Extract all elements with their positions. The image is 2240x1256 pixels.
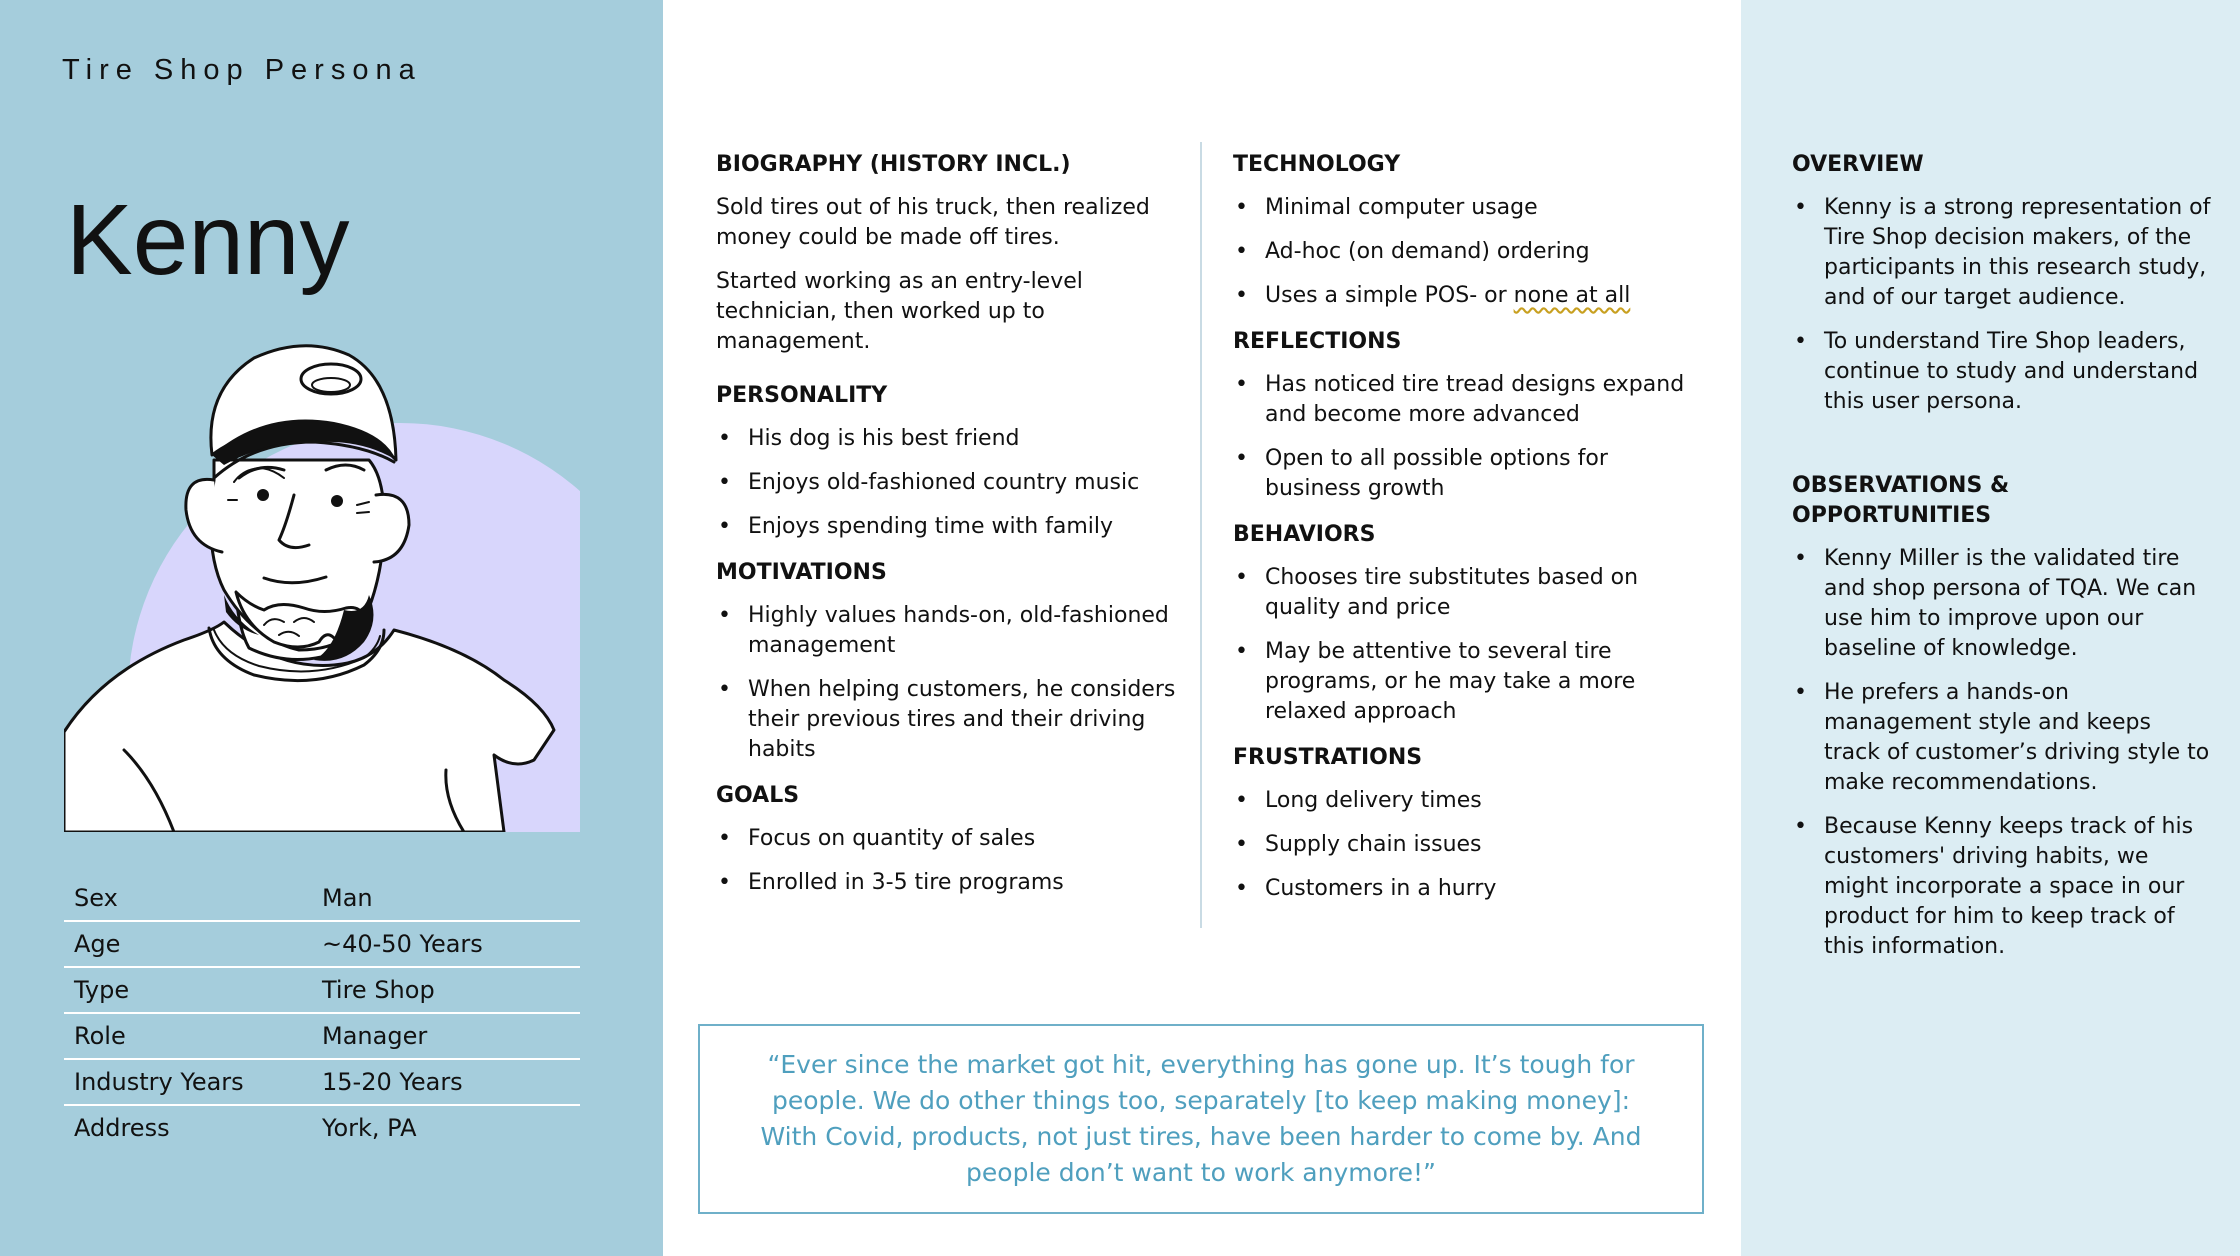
spellcheck-flagged-text: none at all [1513,283,1631,308]
reflections-list [1233,370,1703,504]
detail-value: 15-20 Years [322,1068,463,1096]
list-item: • Because Kenny keeps track of his customers' driving habits, we might incorporate a space in our product for him to keep track of this information. [1792,812,2212,962]
list-item: • Enjoys spending time with family [716,512,1176,542]
persona-portrait-illustration [64,330,580,832]
detail-row-address [64,1106,580,1150]
biography-heading: BIOGRAPHY (HISTORY INCL.) [716,152,1071,177]
column-divider [1200,142,1202,928]
goals-heading: GOALS [716,783,800,808]
list-item: • Ad-hoc (on demand) ordering [1233,237,1703,267]
motivations-list [716,601,1176,765]
list-item: • Kenny Miller is the validated tire and shop persona of TQA. We can use him to improve upon our baseline of knowledge. [1792,544,2212,664]
detail-label: Age [74,930,121,958]
detail-value: York, PA [322,1114,417,1142]
column-biography [716,150,1176,914]
reflections-heading: REFLECTIONS [1233,329,1402,354]
list-item-text: Uses a simple POS- or [1265,283,1514,308]
overview-heading: OVERVIEW [1792,152,1924,177]
list-item: • His dog is his best friend [716,424,1176,454]
list-item: • He prefers a hands-on management style and keeps track of customer’s driving style to make recommendations. [1792,678,2212,798]
personality-list [716,424,1176,542]
list-item: • Minimal computer usage [1233,193,1703,223]
goals-list [716,824,1176,898]
overview-list [1792,193,2212,417]
list-item: • Highly values hands-on, old-fashioned management [716,601,1176,661]
detail-value: ~40-50 Years [322,930,483,958]
biography-paragraph: Started working as an entry-level technician, then worked up to management. [716,269,1083,354]
technology-list [1233,193,1703,311]
personality-heading: PERSONALITY [716,383,888,408]
behaviors-heading: BEHAVIORS [1233,522,1376,547]
detail-value: Man [322,884,373,912]
observations-heading: OBSERVATIONS & OPPORTUNITIES [1792,473,2010,528]
list-item: • Enjoys old-fashioned country music [716,468,1176,498]
list-item: • Open to all possible options for business growth [1233,444,1703,504]
detail-row-industry-years [64,1060,580,1106]
list-item: • To understand Tire Shop leaders, continue to study and understand this user persona. [1792,327,2212,417]
motivations-heading: MOTIVATIONS [716,560,887,585]
detail-label: Type [74,976,130,1004]
detail-label: Sex [74,884,118,912]
behaviors-list [1233,563,1703,727]
detail-label: Role [74,1022,126,1050]
detail-value: Tire Shop [322,976,435,1004]
frustrations-list [1233,786,1703,904]
persona-details-table [64,876,580,1150]
list-item: • When helping customers, he considers their previous tires and their driving habits [716,675,1176,765]
column-technology [1233,150,1703,920]
detail-row-role [64,1014,580,1060]
list-item: • Has noticed tire tread designs expand and become more advanced [1233,370,1703,430]
column-overview [1792,150,2212,978]
list-item: • Kenny is a strong representation of Tire Shop decision makers, of the participants in this research study, and of our target audience. [1792,193,2212,313]
detail-row-type [64,968,580,1014]
quote-box [698,1024,1704,1214]
list-item: • May be attentive to several tire programs, or he may take a more relaxed approach [1233,637,1703,727]
document-title: Tire Shop Persona [62,54,422,86]
technology-heading: TECHNOLOGY [1233,152,1401,177]
list-item: • Supply chain issues [1233,830,1703,860]
list-item [1233,281,1703,311]
list-item: • Long delivery times [1233,786,1703,816]
detail-row-sex [64,876,580,922]
list-item: • Customers in a hurry [1233,874,1703,904]
biography-paragraph: Sold tires out of his truck, then realized money could be made off tires. [716,195,1150,250]
list-item: • Enrolled in 3-5 tire programs [716,868,1176,898]
detail-label: Address [74,1114,170,1142]
detail-value: Manager [322,1022,428,1050]
list-item: • Focus on quantity of sales [716,824,1176,854]
detail-label: Industry Years [74,1068,244,1096]
persona-name: Kenny [66,184,350,296]
observations-list [1792,544,2212,962]
frustrations-heading: FRUSTRATIONS [1233,745,1423,770]
detail-row-age [64,922,580,968]
list-item: • Chooses tire substitutes based on quality and price [1233,563,1703,623]
persona-quote: “Ever since the market got hit, everything has gone up. It’s tough for people. We do other things too, separately [to keep making money]: With Covid, products, not just tires, have been harder to come by. And people don’t want to work anymore!” [760,1050,1642,1187]
